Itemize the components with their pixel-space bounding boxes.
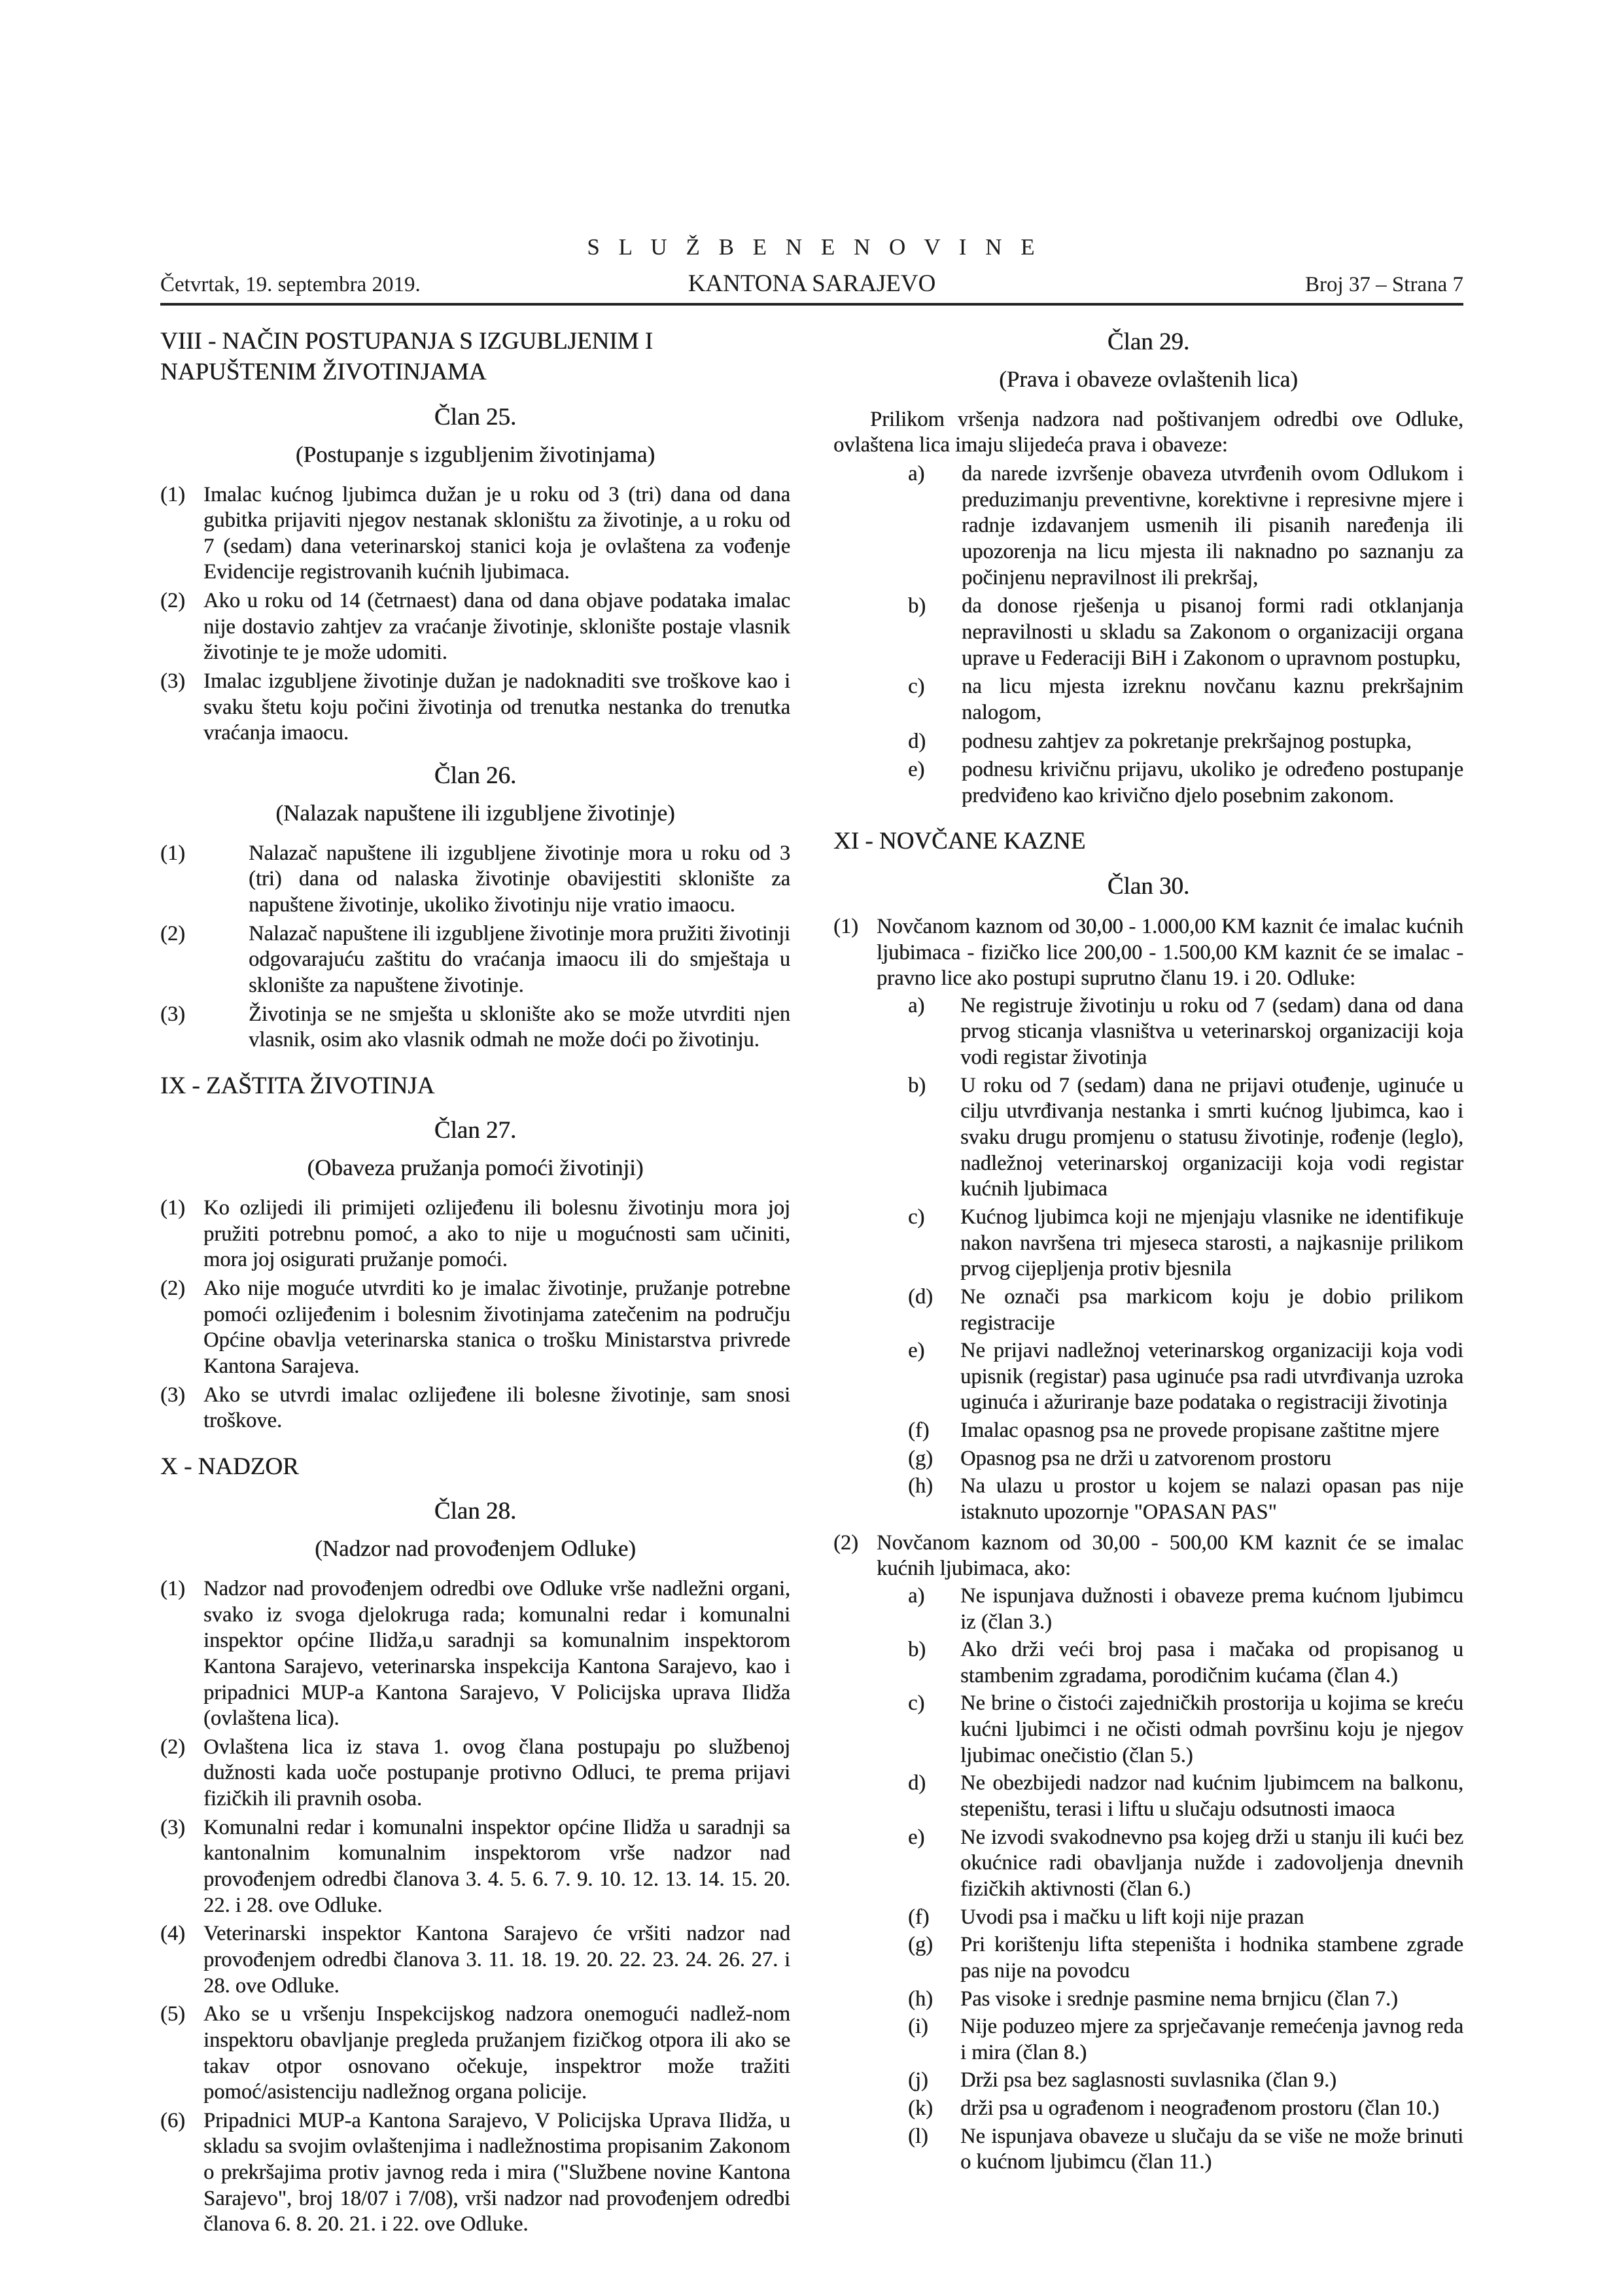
- list-item-body: [249, 841, 790, 919]
- list-item-text: Ako nije moguće utvrditi ko je imalac životinje, pružanje potrebne pomoći ozlijeđenim i bolesnim životinjama zatečenim na području Općine obavlja veterinarska stanica o trošku Ministarstva privrede Kantona Sarajeva.: [203, 1276, 790, 1378]
- sub-item: [877, 1474, 1463, 1525]
- sub-item-text: Ne označi psa markicom koju je dobio prilikom registracije: [960, 1284, 1463, 1335]
- sub-item-marker: (i): [908, 2015, 928, 2039]
- sub-item-text: Ne prijavi nadležnoj veterinarskog organizaciji koja vodi upisnik (registar) pasa uginuće psa radi utvrđivanja uzroka uginuća i ažuriranje baze podataka o registraciji životinja: [960, 1339, 1463, 1415]
- article-subtitle: (Obaveza pružanja pomoći životinji): [307, 1155, 644, 1181]
- sub-item-text: Drži psa bez saglasnosti suvlasnika (član 9.): [960, 2068, 1336, 2093]
- sub-item-text: Ne ispunjava obaveze u slučaju da se više ne može brinuti o kućnom ljubimcu (član 11.): [960, 2124, 1463, 2174]
- sub-item-marker: e): [908, 1825, 925, 1849]
- article-title: Član 25.: [434, 403, 517, 431]
- list-item-text: Veterinarski inspektor Kantona Sarajevo će vršiti nadzor nad provođenjem odredbi članova 3. 11. 18. 19. 20. 22. 23. 24. 26. 27. i 28. ove Odluke.: [203, 1922, 790, 1998]
- sub-item-marker: e): [908, 1339, 925, 1363]
- list-item: [160, 1002, 790, 1053]
- list-item-text: Nalazač napuštene ili izgubljene životinje mora u roku od 3 (tri) dana od nalaska životinje obavijestiti sklonište za napuštene životinje, ukoliko životinju nije vratio imaocu.: [249, 841, 790, 917]
- list-item-body: [203, 1735, 790, 1812]
- sub-item-text: Opasnog psa ne drži u zatvorenom prostoru: [960, 1446, 1331, 1470]
- sub-item: [877, 1987, 1463, 2013]
- sub-item-text: Ne obezbijedi nadzor nad kućnim ljubimcem na balkonu, stepeništu, terasi i liftu u slučaju odsutnosti imaoca: [960, 1771, 1463, 1822]
- list: [160, 482, 790, 747]
- sub-item-text: Na ulazu u prostor u kojem se nalazi opasan pas nije istaknuto upozornje "OPASAN PAS": [960, 1474, 1463, 1524]
- header-publisher: KANTONA SARAJEVO: [688, 270, 936, 297]
- section-heading: XI - NOVČANE KAZNE: [833, 828, 1086, 855]
- article-subtitle: (Prava i obaveze ovlaštenih lica): [999, 366, 1298, 393]
- sub-item-marker: (k): [908, 2096, 933, 2121]
- list-item: [160, 2002, 790, 2106]
- gazette-title: S L U Ž B E N E N O V I N E: [587, 234, 1037, 260]
- list-item: [833, 1530, 1463, 2178]
- header-rule: [160, 303, 1463, 306]
- list-item: [160, 1576, 790, 1732]
- list-item-marker: (3): [160, 1002, 185, 1026]
- sub-item-marker: (j): [908, 2068, 928, 2093]
- list-item: [160, 669, 790, 747]
- sub-item-text: Imalac opasnog psa ne provede propisane zaštitne mjere: [960, 1419, 1439, 1443]
- sub-item-marker: (f): [908, 1905, 930, 1929]
- document-body: [160, 323, 1463, 2240]
- list-item-marker: (2): [160, 1276, 185, 1300]
- list-item: [160, 2108, 790, 2238]
- list-item-text: da narede izvršenje obaveza utvrđenih ovom Odlukom i preduzimanju preventivne, korektivne i represivne mjere i radnje izdavanjem usmenih ili pisanih naređenja ili upozorenja na licu mjesta ili naknadno po saznanju za počinjenu nepravilnost ili prekršaj,: [962, 462, 1463, 590]
- sub-item-text: Uvodi psa i mačku u lift koji nije prazan: [960, 1905, 1304, 1929]
- list: [833, 461, 1463, 809]
- list-item-body: [877, 914, 1463, 1528]
- list-item: [833, 729, 1463, 755]
- sub-item: [877, 1338, 1463, 1416]
- list-item-body: [203, 669, 790, 747]
- list-item-marker: (2): [160, 589, 185, 613]
- list-item-text: Novčanom kaznom od 30,00 - 500,00 KM kaznit će se imalac kućnih ljubimaca, ako:: [877, 1530, 1463, 1581]
- list-item-text: Imalac izgubljene životinje dužan je nadoknaditi sve troškove kao i svaku štetu koju počini životinja od trenutka nestanka do trenutka vraćanja imaocu.: [203, 669, 790, 745]
- list-item: [160, 588, 790, 666]
- list-item-text: Pripadnici MUP-a Kantona Sarajevo, V Policijska Uprava Ilidža, u skladu sa svojim ovlaštenjima i nadležnostima propisanim Zakonom o prekršajima protiv javnog reda i mira ("Službene novine Kantona Sarajevo", broj 18/07 i 7/08), vrši nadzor nad provođenjem odredbi članova 6. 8. 20. 21. i 22. ove Odluke.: [203, 2108, 790, 2236]
- list-item-body: [203, 588, 790, 666]
- sub-item-text: Pas visoke i srednje pasmine nema brnjicu (član 7.): [960, 1987, 1398, 2011]
- list-item: [833, 757, 1463, 809]
- list-item-marker: (3): [160, 1815, 185, 1839]
- article-title: Član 26.: [434, 762, 517, 789]
- list-item-text: podnesu krivičnu prijavu, ukoliko je određeno postupanje predviđeno kao krivično djelo posebnim zakonom.: [962, 758, 1463, 807]
- list-item-marker: (1): [160, 841, 185, 865]
- list-item-body: [203, 1815, 790, 1919]
- list-item-text: podnesu zahtjev za pokretanje prekršajnog postupka,: [962, 729, 1412, 753]
- sub-item-text: Ako drži veći broj pasa i mačaka od propisanog u stambenim zgradama, porodičnim kućama (član 4.): [960, 1638, 1463, 1687]
- list-item-text: Komunalni redar i komunalni inspektor općine Ilidža u saradnji sa kantonalnim komunalnim inspektorom vrše nadzor nad provođenjem odredbi članova 3. 4. 5. 6. 7. 9. 10. 12. 13. 14. 15. 20. 22. i 28. ove Odluke.: [203, 1815, 790, 1917]
- sub-item: [877, 1583, 1463, 1635]
- sub-item-marker: d): [908, 1771, 926, 1795]
- list-item-body: [962, 461, 1463, 591]
- sub-item: [877, 1771, 1463, 1822]
- list-item-body: [203, 1276, 790, 1380]
- sub-item: [877, 1691, 1463, 1769]
- article-head: [160, 761, 790, 828]
- list-item-body: [962, 757, 1463, 809]
- sub-item-marker: a): [908, 993, 925, 1017]
- list: [160, 1195, 790, 1434]
- list-item-marker: c): [908, 675, 925, 699]
- list-item: [160, 1383, 790, 1434]
- list-item-text: Ako se utvrdi imalac ozlijeđene ili bolesne životinje, sam snosi troškove.: [203, 1383, 790, 1433]
- sub-item: [877, 1905, 1463, 1931]
- sub-item-text: Nije poduzeo mjere za sprječavanje remećenja javnog reda i mira (član 8.): [960, 2015, 1463, 2064]
- list-item-body: [249, 1002, 790, 1053]
- list-item: [160, 1195, 790, 1273]
- sub-item: [877, 1284, 1463, 1336]
- left-column: [160, 323, 790, 2240]
- article-title: Član 28.: [434, 1498, 517, 1525]
- list-item-marker: (3): [160, 1383, 185, 1407]
- sub-item-marker: (g): [908, 1933, 933, 1957]
- list-item-marker: e): [908, 758, 925, 782]
- list-item-marker: b): [908, 594, 926, 618]
- list-item: [160, 1276, 790, 1380]
- article-head: [160, 1116, 790, 1182]
- list-item-marker: (2): [160, 921, 185, 945]
- list-item-body: [249, 921, 790, 999]
- article-head: [160, 1496, 790, 1563]
- sub-item: [877, 1418, 1463, 1444]
- header-issue-page: Broj 37 – Strana 7: [1305, 273, 1463, 296]
- sub-item-text: Ne brine o čistoći zajedničkih prostorija u kojima se kreću kućni ljubimci i ne očisti odmah površinu koju je njegov ljubimac onečistio (član 5.): [960, 1691, 1463, 1767]
- list-item-body: [962, 593, 1463, 671]
- sub-item-text: Ne registruje životinju u roku od 7 (sedam) dana od dana prvog sticanja vlasništva u veterinarskoj organizaciji koja vodi registar životinja: [960, 993, 1463, 1070]
- list-item-text: Nadzor nad provođenjem odredbi ove Odluke vrše nadležni organi, svako iz svoga djelokruga rada; komunalni redar i komunalni inspektor općine Ilidža,u saradnji sa komunalnim inspektorom Kantona Sarajevo, veterinarska inspekcija Kantona Sarajevo, kao i pripadnici MUP-a Kantona Sarajevo, V Policijska uprava Ilidža (ovlaštena lica).: [203, 1576, 790, 1731]
- sub-item-marker: (l): [908, 2124, 928, 2148]
- article-subtitle: (Postupanje s izgubljenim životinjama): [295, 441, 655, 467]
- list-item-body: [962, 674, 1463, 726]
- list-item-text: Životinja se ne smješta u sklonište ako se može utvrditi njen vlasnik, osim ako vlasnik odmah ne može doći po životinju.: [249, 1002, 790, 1052]
- list-item-body: [203, 1195, 790, 1273]
- sub-item: [877, 1825, 1463, 1903]
- list-item-text: Nalazač napuštene ili izgubljene životinje mora pružiti životinji odgovarajuću zaštitu do vraćanja imaocu ili do smještaja u sklonište za napuštene životinje.: [249, 921, 790, 997]
- article-title: Član 29.: [1107, 328, 1190, 355]
- sub-item: [877, 1637, 1463, 1689]
- list-item: [160, 1921, 790, 1999]
- list-item-text: Novčanom kaznom od 30,00 - 1.000,00 KM kaznit će imalac kućnih ljubimaca - fizičko lice 200,00 - 1.500,00 KM kaznit će se imalac - pravno lice ako postupi suprutno članu 19. i 20. Odluke:: [877, 914, 1463, 991]
- section-heading: IX - ZAŠTITA ŽIVOTINJA: [160, 1072, 435, 1099]
- sub-item: [877, 1205, 1463, 1282]
- list-item: [833, 461, 1463, 591]
- list-item-marker: (3): [160, 669, 185, 694]
- list-item: [160, 841, 790, 919]
- sub-item-marker: (h): [908, 1474, 933, 1498]
- list-item: [160, 1735, 790, 1812]
- sub-item-marker: (h): [908, 1987, 933, 2011]
- list-item-body: [203, 1576, 790, 1732]
- list-item: [833, 674, 1463, 726]
- list-item: [833, 914, 1463, 1528]
- sub-item-text: Ne ispunjava dužnosti i obaveze prema kućnom ljubimcu iz (član 3.): [960, 1583, 1463, 1634]
- intro-paragraph: Prilikom vršenja nadzora nad poštivanjem odredbi ove Odluke, ovlaštena lica imaju slijedeća prava i obaveze:: [833, 407, 1463, 457]
- sub-item-marker: b): [908, 1638, 926, 1662]
- sub-item-marker: a): [908, 1583, 925, 1608]
- sub-item: [877, 2014, 1463, 2066]
- right-column: [833, 323, 1463, 2240]
- article-head: [160, 402, 790, 469]
- list-item-text: Ovlaštena lica iz stava 1. ovog člana postupaju po službenoj dužnosti kada uoče postupanje protivno Odluci, te prema prijavi fizičkih ili pravnih osoba.: [203, 1735, 790, 1811]
- header-date: Četvrtak, 19. septembra 2019.: [160, 273, 421, 296]
- list-item: [160, 921, 790, 999]
- sub-item: [877, 2096, 1463, 2122]
- sub-item-text: Pri korištenju lifta stepeništa i hodnika stambene zgrade pas nije na povodcu: [960, 1933, 1463, 1983]
- list-item: [160, 1815, 790, 1919]
- sub-item-text: drži psa u ograđenom i neograđenom prostoru (član 10.): [960, 2096, 1439, 2121]
- list-item: [833, 593, 1463, 671]
- article-head: [833, 327, 1463, 394]
- list-item-body: [203, 2002, 790, 2106]
- list-item-text: Ako se u vršenju Inspekcijskog nadzora onemogući nadlež-nom inspektoru obavljanje pregleda pružanjem fizičkog otpora ili ako se takav otpor osnovano očekuje, inspektror može tražiti pomoć/asistenciju nadležnog organa policije.: [203, 2002, 790, 2104]
- sub-item-marker: c): [908, 1205, 925, 1229]
- sub-list: [877, 993, 1463, 1526]
- sub-item-marker: c): [908, 1691, 925, 1716]
- list-item-text: na licu mjesta izreknu novčanu kaznu prekršajnim nalogom,: [962, 675, 1463, 724]
- list-item-marker: (5): [160, 2002, 185, 2026]
- list: [160, 1576, 790, 2238]
- list-item-body: [203, 1383, 790, 1434]
- list: [160, 841, 790, 1053]
- list-item-body: [203, 482, 790, 586]
- list-item-marker: (1): [833, 914, 858, 938]
- list-item-text: Ako u roku od 14 (četrnaest) dana od dana objave podataka imalac nije dostavio zahtjev za vraćanje životinje, sklonište postaje vlasnik životinje te je može udomiti.: [203, 589, 790, 665]
- sub-item-text: Ne izvodi svakodnevno psa kojeg drži u stanju ili kući bez okućnice radi obavljanja nužde i zadovoljenja dnevnih fizičkih aktivnosti (član 6.): [960, 1825, 1463, 1901]
- list-item-text: da donose rješenja u pisanoj formi radi otklanjanja nepravilnosti u skladu sa Zakonom o organizaciji organa uprave u Federaciji BiH i Zakonom o upravnom postupku,: [962, 594, 1463, 670]
- article-subtitle: (Nalazak napuštene ili izgubljene životinje): [275, 800, 675, 826]
- sub-list: [877, 1583, 1463, 2176]
- article-title: Član 30.: [1107, 872, 1190, 900]
- list-item-marker: (6): [160, 2108, 185, 2132]
- header-row: [160, 270, 1463, 298]
- list-item-body: [203, 2108, 790, 2238]
- sub-item-marker: (d): [908, 1284, 933, 1309]
- list-item-marker: (1): [160, 482, 185, 506]
- article-title: Član 27.: [434, 1117, 517, 1144]
- section-heading: X - NADZOR: [160, 1453, 299, 1480]
- list-item-marker: (1): [160, 1576, 185, 1600]
- list: [833, 914, 1463, 2178]
- sub-item: [877, 1932, 1463, 1984]
- list-item-marker: (1): [160, 1196, 185, 1220]
- sub-item: [877, 993, 1463, 1071]
- article-subtitle: (Nadzor nad provođenjem Odluke): [315, 1536, 636, 1562]
- list-item-text: Imalac kućnog ljubimca dužan je u roku od 3 (tri) dana od dana gubitka prijaviti njegov nestanak skloništu za životinje, a u roku od 7 (sedam) dana veterinarskoj stanici koja je ovlaštena za vođenje Evidencije registrovanih kućnih ljubimaca.: [203, 482, 790, 584]
- list-item-marker: (4): [160, 1922, 185, 1946]
- list-item-body: [962, 729, 1463, 755]
- page-header: [160, 234, 1463, 306]
- article-head: [833, 872, 1463, 901]
- list-item-marker: (2): [833, 1530, 858, 1555]
- sub-item: [877, 1073, 1463, 1203]
- sub-item: [877, 2068, 1463, 2094]
- sub-item-text: U roku od 7 (sedam) dana ne prijavi otuđenje, uginuće u cilju utvrđivanja nestanka i smrti kućnog ljubimca, kao i svaku drugu promjenu o statusu životinje, rođenje (leglo), nadležnoj veterinarskoj organizaciji koja vodi registar kućnih ljubimaca: [960, 1073, 1463, 1201]
- list-item: [160, 482, 790, 586]
- sub-item: [877, 1446, 1463, 1472]
- list-item-text: Ko ozlijedi ili primijeti ozlijeđenu ili bolesnu životinju mora joj pružiti potrebnu pomoć, a ako to nije u mogućnosti sam učiniti, mora joj osigurati pružanje pomoći.: [203, 1196, 790, 1272]
- list-item-body: [877, 1530, 1463, 2178]
- sub-item-marker: (g): [908, 1446, 933, 1470]
- list-item-marker: a): [908, 462, 925, 486]
- sub-item-marker: (f): [908, 1419, 930, 1443]
- list-item-body: [203, 1921, 790, 1999]
- list-item-marker: (2): [160, 1735, 185, 1759]
- sub-item-marker: b): [908, 1073, 926, 1097]
- sub-item: [877, 2124, 1463, 2176]
- list-item-marker: d): [908, 729, 926, 753]
- section-heading: VIII - NAČIN POSTUPANJA S IZGUBLJENIM I NAPUŠTENIM ŽIVOTINJAMA: [160, 328, 654, 386]
- sub-item-text: Kućnog ljubimca koji ne mjenjaju vlasnike ne identifikuje nakon navršena tri mjeseca starosti, a najkasnije prilikom prvog cijepljenja protiv bjesnila: [960, 1205, 1463, 1281]
